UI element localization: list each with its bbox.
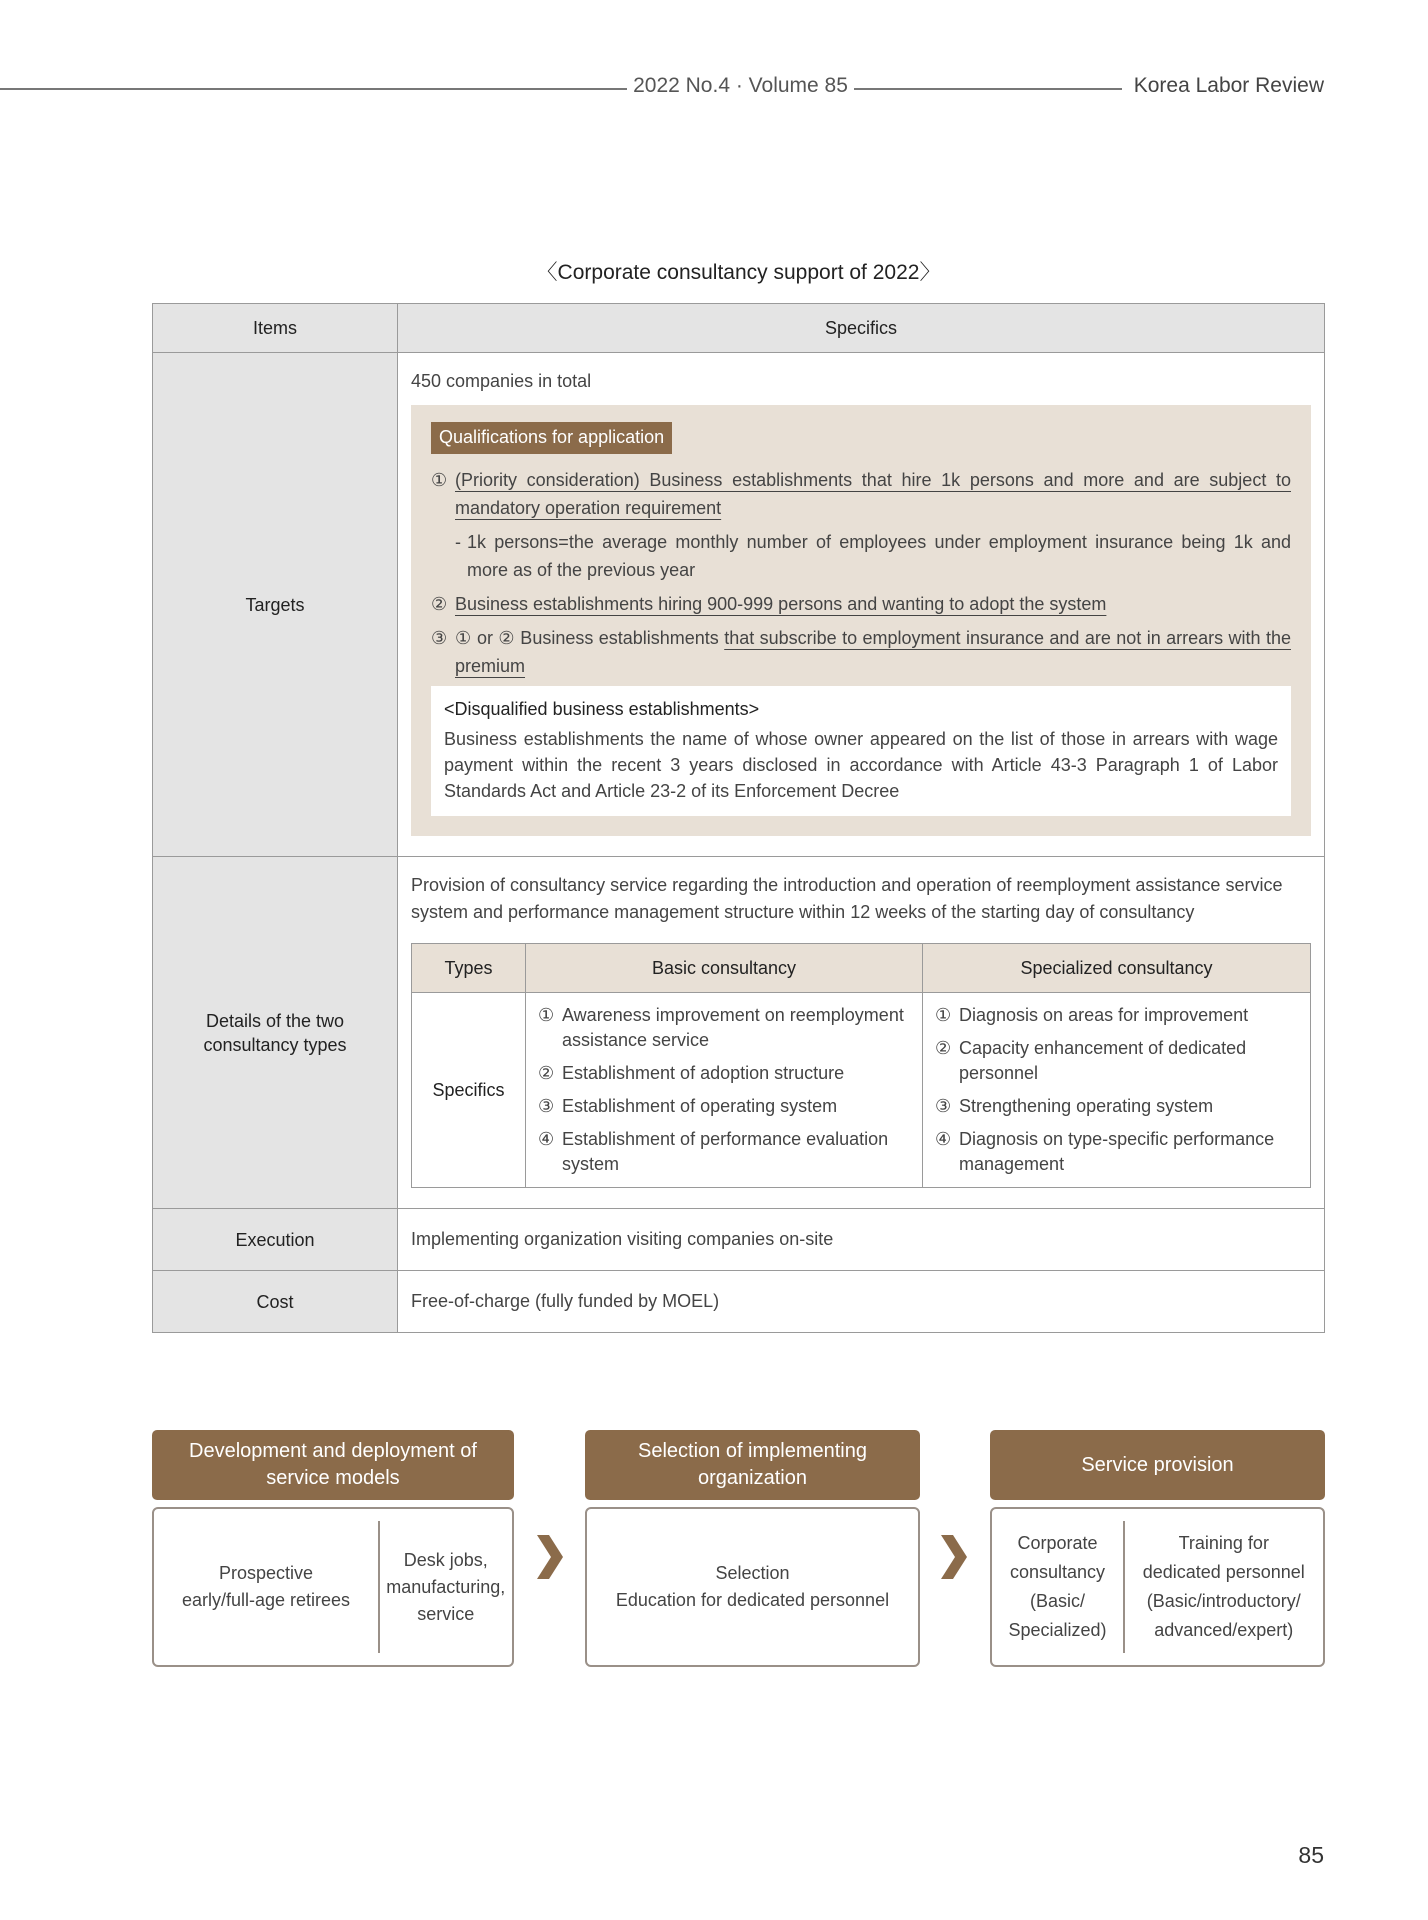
consultancy-types-table [411, 943, 1311, 1188]
table-title: 〈Corporate consultancy support of 2022〉 [536, 261, 941, 284]
item-number: ③ [538, 1096, 555, 1116]
flow-step2-title [585, 1430, 920, 1500]
targets-total: 450 companies in total [411, 371, 592, 391]
item-text: Strengthening operating system [959, 1096, 1214, 1116]
flow-step1-left [154, 1509, 378, 1665]
qualification-item [431, 466, 1291, 522]
list-item [935, 1094, 1300, 1119]
flow-step1-title-line2: service models [266, 1467, 400, 1489]
item-number: ④ [935, 1129, 952, 1149]
qualification-text-prefix: ① or ② Business establishments [455, 628, 725, 648]
qualification-number: ① [431, 470, 448, 490]
list-item [935, 1003, 1300, 1028]
row-targets [153, 353, 1325, 857]
flow-text: consultancy [1009, 1562, 1106, 1582]
item-number: ③ [935, 1096, 952, 1116]
flow-text: manufacturing, [386, 1576, 506, 1597]
flow-text: Desk jobs, [403, 1549, 488, 1570]
table-header-row [153, 304, 1325, 353]
inner-col-basic: Basic consultancy [526, 944, 923, 993]
flow-text: Education for dedicated personnel [615, 1590, 890, 1610]
row-cost [153, 1271, 1325, 1333]
item-text: Establishment of operating system [562, 1096, 838, 1116]
flow-step2-content [587, 1509, 918, 1665]
item-text: Establishment of performance evaluation system [562, 1129, 889, 1174]
item-number: ① [935, 1005, 952, 1025]
execution-value: Implementing organization visiting companies on-site [398, 1209, 1325, 1271]
qualification-text: Business establishments hiring 900-999 persons and wanting to adopt the system [455, 594, 1107, 614]
flow-step3-right [1125, 1509, 1324, 1665]
list-item [538, 1061, 912, 1086]
header-rule-right [854, 88, 1122, 90]
list-item [538, 1094, 912, 1119]
basic-list [526, 993, 923, 1188]
flow-text: dedicated personnel [1142, 1562, 1305, 1582]
qualification-text: (Priority consideration) Business establishments that hire 1k persons and more and are subject to mandatory operation requirement [455, 470, 1291, 518]
flow-text: advanced/expert) [1154, 1620, 1294, 1640]
inner-specifics-row [412, 993, 1311, 1188]
item-number: ② [538, 1063, 555, 1083]
row-details [153, 857, 1325, 1209]
qualification-text: that subscribe to employment insurance and are not in arrears with the premium [455, 628, 1291, 676]
list-item [935, 1036, 1300, 1086]
item-number: ④ [538, 1129, 555, 1149]
item-text: Establishment of adoption structure [562, 1063, 845, 1083]
details-label-line1: Details of the two [205, 1010, 345, 1031]
qualification-number: ③ [431, 628, 448, 648]
targets-label: Targets [153, 353, 398, 857]
item-text: Awareness improvement on reemployment assistance service [562, 1005, 904, 1050]
item-text: Diagnosis on type-specific performance management [959, 1129, 1275, 1174]
qualifications-box [411, 405, 1311, 836]
consultancy-table [152, 303, 1325, 1333]
disqualified-box [431, 686, 1291, 816]
qualification-item [431, 624, 1291, 680]
list-item [538, 1003, 912, 1053]
flow-text: Prospective [218, 1563, 314, 1583]
inner-row-label: Specifics [412, 993, 526, 1188]
provision-text: Provision of consultancy service regarding the introduction and operation of reemployment assistance service system and performance management structure within 12 weeks of the starting day of consultancy [411, 875, 1283, 922]
list-item [538, 1127, 912, 1177]
flow-text: Corporate [1017, 1533, 1098, 1553]
list-item [935, 1127, 1300, 1177]
details-specifics [398, 857, 1325, 1209]
inner-col-types: Types [412, 944, 526, 993]
qualification-item [431, 590, 1291, 618]
flow-text: early/full-age retirees [181, 1590, 351, 1610]
qualification-subnote: - 1k persons=the average monthly number of employees under employment insurance being 1k and more as of the previous year [431, 528, 1291, 584]
qualification-subnote-text: 1k persons=the average monthly number of employees under employment insurance being 1k and more as of the previous year [467, 532, 1291, 580]
col-header-items: Items [153, 304, 398, 353]
inner-col-specialized: Specialized consultancy [923, 944, 1311, 993]
cost-label: Cost [153, 1271, 398, 1333]
flow-step3-box [990, 1507, 1325, 1667]
item-number: ① [538, 1005, 555, 1025]
item-text: Diagnosis on areas for improvement [959, 1005, 1249, 1025]
flow-step2-title-line1: Selection of implementing [637, 1440, 867, 1462]
flow-step1-title [152, 1430, 514, 1500]
disqualified-title: <Disqualified business establishments> [444, 699, 760, 719]
flow-step2-title-line2: organization [698, 1467, 807, 1489]
qualifications-tag: Qualifications for application [431, 422, 672, 454]
flow-text: Training for [1178, 1533, 1269, 1553]
disqualified-body: Business establishments the name of whose owner appeared on the list of those in arrears with wage payment within the recent 3 years disclosed in accordance with Article 43-3 Paragraph 1 of Labor Standards Act and Article 23-2 of its Enforcement Decree [444, 729, 1278, 801]
execution-label: Execution [153, 1209, 398, 1271]
row-execution [153, 1209, 1325, 1271]
qualification-number: ② [431, 594, 448, 614]
header-rule-left [0, 88, 627, 90]
flow-text: (Basic/ [1029, 1591, 1085, 1611]
details-label [153, 857, 398, 1209]
col-header-specifics: Specifics [398, 304, 1325, 353]
flow-text: Selection [715, 1563, 790, 1583]
chevron-right-icon [941, 1535, 967, 1579]
details-label-line2: consultancy types [203, 1034, 347, 1055]
item-number: ② [935, 1038, 952, 1058]
page-number: 85 [1298, 1842, 1324, 1868]
specialized-list [923, 993, 1311, 1188]
issue-label: 2022 No.4 · Volume 85 [633, 74, 848, 97]
flow-text: (Basic/introductory/ [1146, 1591, 1301, 1611]
inner-header-row [412, 944, 1311, 993]
flow-text: Specialized) [1008, 1620, 1107, 1640]
journal-name: Korea Labor Review [1133, 74, 1324, 97]
flow-step1-title-line1: Development and deployment of [189, 1440, 477, 1462]
chevron-right-icon [537, 1535, 563, 1579]
flow-text: service [417, 1603, 475, 1624]
flow-step1-right [380, 1509, 513, 1665]
cost-value: Free-of-charge (fully funded by MOEL) [398, 1271, 1325, 1333]
targets-specifics [398, 353, 1325, 857]
flow-step3-title: Service provision [990, 1430, 1325, 1500]
flow-step1-box [152, 1507, 514, 1667]
flow-step2-box [585, 1507, 920, 1667]
flow-step3-left [992, 1509, 1123, 1665]
item-text: Capacity enhancement of dedicated personnel [959, 1038, 1247, 1083]
